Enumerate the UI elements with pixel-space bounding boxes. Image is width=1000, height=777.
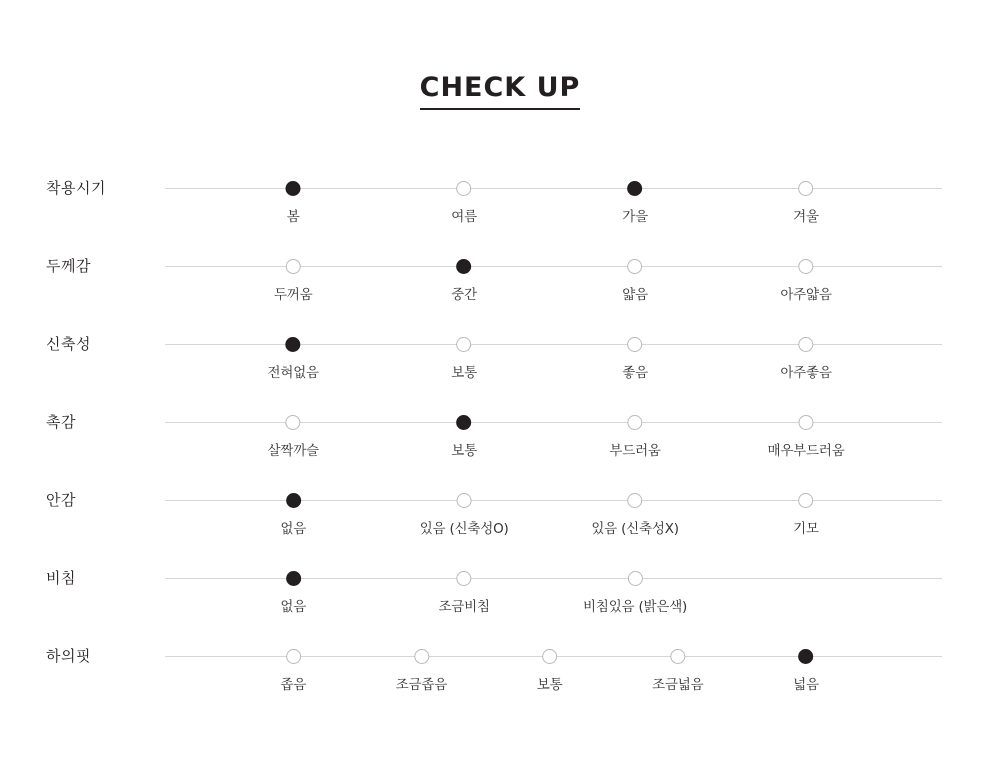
option-label: 얇음	[622, 287, 648, 303]
option[interactable]	[280, 545, 306, 615]
option-dot-icon[interactable]	[799, 337, 814, 352]
option-label: 있음 (신축성O)	[419, 521, 509, 537]
option[interactable]	[793, 467, 819, 537]
attribute-row-label: 비침	[46, 569, 76, 587]
option[interactable]	[622, 233, 648, 303]
option[interactable]	[793, 623, 819, 693]
option-label: 아주얇음	[780, 287, 832, 303]
option[interactable]	[537, 623, 563, 693]
option-dot-icon[interactable]	[628, 337, 643, 352]
option[interactable]	[451, 233, 477, 303]
option-label: 전혀없음	[267, 365, 319, 381]
attribute-row	[0, 311, 1000, 389]
option-dot-selected-icon[interactable]	[799, 649, 814, 664]
option[interactable]	[583, 545, 687, 615]
option-group	[165, 155, 942, 233]
option[interactable]	[286, 155, 301, 225]
option-label: 부드러움	[609, 443, 661, 459]
option[interactable]	[622, 311, 648, 381]
option-label: 없음	[280, 521, 307, 537]
option-dot-icon[interactable]	[799, 493, 814, 508]
option[interactable]	[780, 311, 831, 381]
option[interactable]	[280, 467, 306, 537]
attribute-row	[0, 467, 1000, 545]
attribute-row-label: 하의핏	[46, 647, 91, 665]
option[interactable]	[780, 233, 831, 303]
attribute-row-label: 착용시기	[46, 179, 106, 197]
option-dot-icon[interactable]	[457, 493, 472, 508]
option[interactable]	[268, 311, 319, 381]
option[interactable]	[451, 311, 477, 381]
attribute-row	[0, 155, 1000, 233]
option-group	[165, 623, 942, 701]
option-group	[165, 389, 942, 467]
option-dot-icon[interactable]	[542, 649, 557, 664]
option-dot-icon[interactable]	[799, 181, 814, 196]
attribute-row-label: 신축성	[46, 335, 91, 353]
option-dot-icon[interactable]	[414, 649, 429, 664]
option[interactable]	[396, 623, 447, 693]
option[interactable]	[280, 623, 306, 693]
option-dot-icon[interactable]	[628, 571, 643, 586]
option-dot-selected-icon[interactable]	[286, 337, 301, 352]
option-dot-icon[interactable]	[670, 649, 685, 664]
option-dot-icon[interactable]	[286, 649, 301, 664]
option-dot-icon[interactable]	[799, 259, 814, 274]
option-group	[165, 545, 942, 623]
option[interactable]	[420, 467, 509, 537]
option-dot-selected-icon[interactable]	[457, 415, 472, 430]
option-label: 중간	[451, 287, 477, 303]
option-label: 없음	[280, 599, 307, 615]
option-label: 좋음	[622, 365, 648, 381]
option-label: 겨울	[793, 209, 819, 225]
option-label: 조금좁음	[395, 677, 448, 693]
option-dot-icon[interactable]	[457, 571, 472, 586]
option-label: 조금비침	[438, 599, 490, 615]
option-label: 보통	[536, 677, 563, 693]
option-dot-icon[interactable]	[457, 181, 472, 196]
option[interactable]	[622, 155, 648, 225]
option-label: 아주좋음	[780, 365, 832, 381]
option-label: 보통	[451, 365, 477, 381]
option-group	[165, 467, 942, 545]
option-label: 넓음	[793, 677, 819, 693]
attribute-row	[0, 545, 1000, 623]
option[interactable]	[591, 467, 678, 537]
option[interactable]	[451, 389, 477, 459]
attribute-row-label: 두께감	[46, 257, 91, 275]
page-title-text: CHECK UP	[420, 72, 581, 110]
option[interactable]	[438, 545, 489, 615]
option-label: 비침있음 (밝은색)	[583, 599, 688, 615]
option-label: 여름	[451, 209, 477, 225]
attribute-rows	[0, 155, 1000, 701]
option-group	[165, 311, 942, 389]
option-label: 두꺼움	[273, 287, 313, 303]
option-dot-selected-icon[interactable]	[457, 259, 472, 274]
option-dot-icon[interactable]	[628, 493, 643, 508]
attribute-row-label: 촉감	[46, 413, 76, 431]
attribute-row	[0, 389, 1000, 467]
attribute-row-label: 안감	[46, 491, 76, 509]
option-label: 보통	[451, 443, 477, 459]
option-dot-icon[interactable]	[628, 415, 643, 430]
option[interactable]	[268, 389, 319, 459]
option-label: 매우부드러움	[767, 443, 845, 459]
option[interactable]	[793, 155, 819, 225]
option[interactable]	[609, 389, 660, 459]
option-label: 봄	[286, 209, 300, 225]
option-dot-selected-icon[interactable]	[286, 493, 301, 508]
option-dot-selected-icon[interactable]	[286, 181, 301, 196]
option-dot-selected-icon[interactable]	[286, 571, 301, 586]
option-dot-selected-icon[interactable]	[628, 181, 643, 196]
option-dot-icon[interactable]	[628, 259, 643, 274]
attribute-row	[0, 233, 1000, 311]
option-label: 있음 (신축성X)	[591, 521, 679, 537]
option-label: 좁음	[280, 677, 307, 693]
option[interactable]	[767, 389, 844, 459]
option-label: 살짝까슬	[267, 443, 319, 459]
page-title	[0, 72, 1000, 110]
option-label: 가을	[622, 209, 648, 225]
option-dot-icon[interactable]	[286, 259, 301, 274]
option-label: 조금넓음	[652, 677, 704, 693]
option-dot-icon[interactable]	[286, 415, 301, 430]
option-dot-icon[interactable]	[799, 415, 814, 430]
option-dot-icon[interactable]	[457, 337, 472, 352]
option[interactable]	[451, 155, 477, 225]
option-group	[165, 233, 942, 311]
option[interactable]	[652, 623, 703, 693]
attribute-row	[0, 623, 1000, 701]
option[interactable]	[274, 233, 313, 303]
option-label: 기모	[793, 521, 819, 537]
